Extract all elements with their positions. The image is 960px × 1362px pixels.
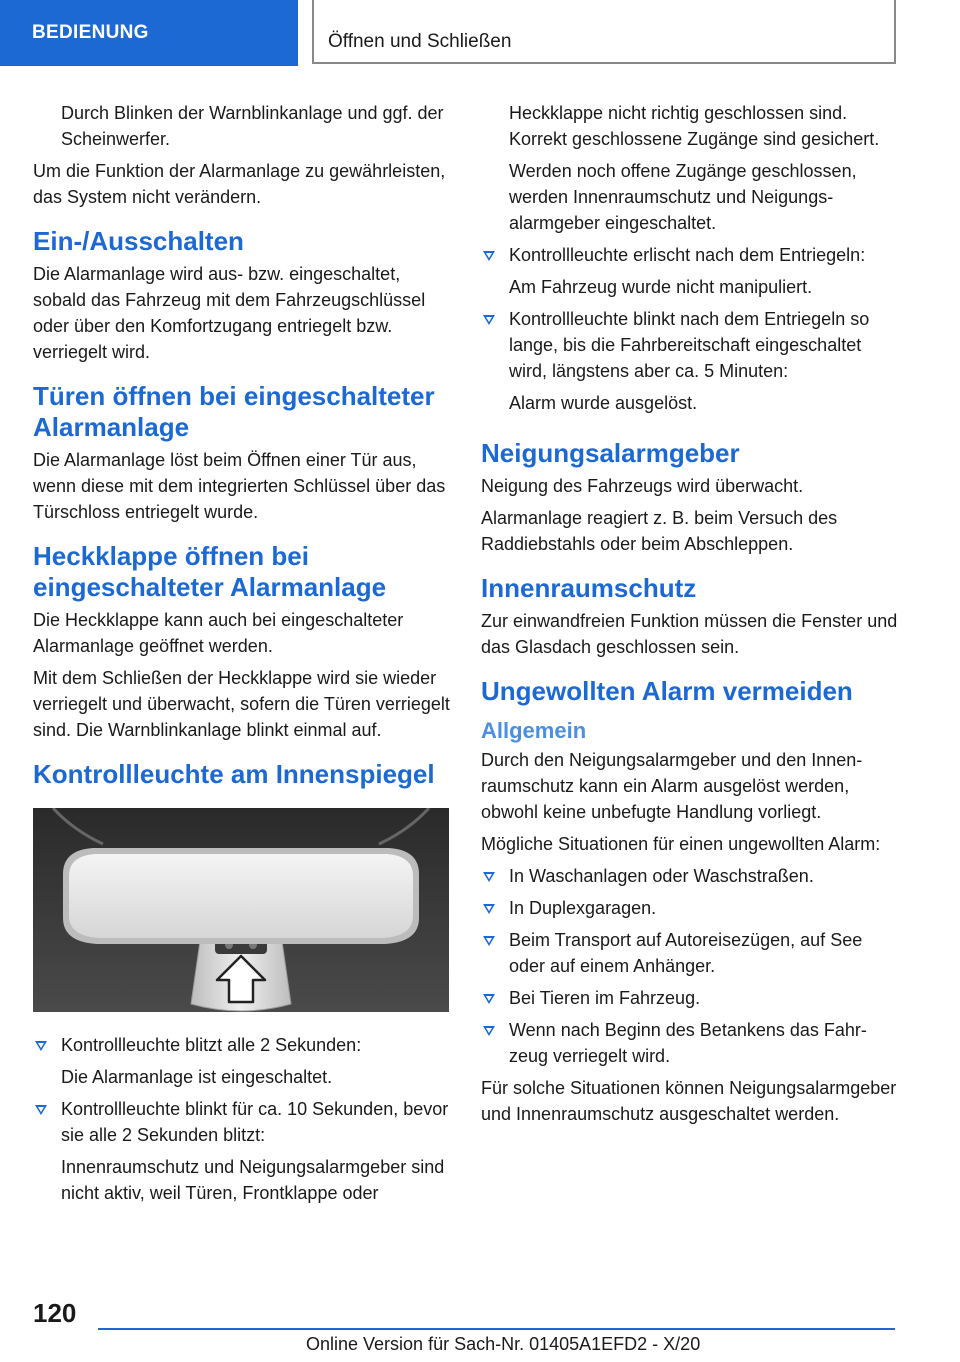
bullet-kontroll-blinkt-entriegeln: Kontrollleuchte blinkt nach dem Entriegeln so lange, bis die Fahrbereitschaft eingeschaltet wird, längstens aber ca. 5 Minuten: xyxy=(481,306,899,384)
continued-paragraph-1: Heckklappe nicht richtig geschlossen sind. Korrekt geschlossene Zugänge sind gesichert. xyxy=(509,103,880,149)
right-column xyxy=(481,100,899,1133)
bullet-kontroll-blinkt-detail: Innenraumschutz und Neigungsalarmgeber sind nicht aktiv, weil Türen, Frontklappe oder xyxy=(61,1157,445,1203)
intro-paragraph-1: Durch Blinken der Warnblinkanlage und ggf. der Scheinwerfer. xyxy=(61,103,444,149)
bullet-kontroll-erlischt: Kontrollleuchte erlischt nach dem Entriegeln: xyxy=(481,242,899,268)
bullet-triangle-icon xyxy=(483,1026,495,1036)
list-item: Beim Transport auf Autoreisezügen, auf See oder auf einem Anhänger. xyxy=(481,927,899,979)
interior-mirror-figure xyxy=(33,808,449,1012)
bullet-kontroll-erlischt-detail: Am Fahrzeug wurde nicht manipuliert. xyxy=(509,277,813,297)
bullet-triangle-icon xyxy=(35,1105,47,1115)
section-tab[interactable]: BEDIENUNG xyxy=(0,0,298,66)
bullet-triangle-icon xyxy=(483,315,495,325)
heading-ungewollter-alarm: Ungewollten Alarm vermeiden xyxy=(481,676,853,706)
paragraph-neigung-1: Neigung des Fahrzeugs wird überwacht. xyxy=(481,476,804,496)
paragraph-heckklappe-2: Mit dem Schließen der Heckklappe wird sie wieder verriegelt und überwacht, sofern die Türen verriegelt sind. Die Warnblinkanlage blinkt einmal auf. xyxy=(33,668,450,740)
chapter-title-box xyxy=(312,0,896,64)
heading-heckklappe: Heckklappe öffnen bei eingeschalteter Alarmanlage xyxy=(33,541,387,602)
paragraph-heckklappe-1: Die Heckklappe kann auch bei eingeschalteter Alarmanlage geöffnet werden. xyxy=(33,610,404,656)
paragraph-neigung-2: Alarmanlage reagiert z. B. beim Versuch des Raddiebstahls oder beim Abschleppen. xyxy=(481,508,838,554)
intro-paragraph-2: Um die Funktion der Alarmanlage zu gewährleisten, das System nicht verändern. xyxy=(33,161,446,207)
bullet-triangle-icon xyxy=(483,904,495,914)
list-item: Bei Tieren im Fahrzeug. xyxy=(481,985,899,1011)
bullet-triangle-icon xyxy=(483,994,495,1004)
bullet-triangle-icon xyxy=(35,1041,47,1051)
bullet-triangle-icon xyxy=(483,251,495,261)
heading-allgemein: Allgemein xyxy=(481,718,587,743)
paragraph-tueren-oeffnen: Die Alarmanlage löst beim Öffnen einer Tür aus, wenn diese mit dem integrierten Schlüssel über das Türschloss entriegelt wurde. xyxy=(33,450,446,522)
bullet-kontroll-blitzt-detail: Die Alarmanlage ist eingeschaltet. xyxy=(61,1067,333,1087)
list-item: Wenn nach Beginn des Betankens das Fahrzeug verriegelt wird. xyxy=(481,1017,899,1069)
paragraph-allgemein-2: Mögliche Situationen für einen ungewollten Alarm: xyxy=(481,834,881,854)
page-number: 120 xyxy=(33,1298,77,1328)
paragraph-final: Für solche Situationen können Neigungsalarmgeber und Innenraumschutz ausgeschaltet werden. xyxy=(481,1078,897,1124)
paragraph-allgemein-1: Durch den Neigungsalarmgeber und den Innenraumschutz kann ein Alarm ausgelöst werden, obwohl keine unbefugte Handlung vorliegt. xyxy=(481,750,863,822)
page-header xyxy=(0,0,960,66)
heading-neigungsalarmgeber: Neigungsalarmgeber xyxy=(481,438,740,468)
footer-divider xyxy=(98,1328,895,1330)
bullet-kontroll-blinkt-entriegeln-detail: Alarm wurde ausgelöst. xyxy=(509,393,698,413)
chapter-title: Öffnen und Schließen xyxy=(328,31,512,52)
bullet-triangle-icon xyxy=(483,936,495,946)
list-item: In Duplexgaragen. xyxy=(481,895,899,921)
bullet-kontroll-blinkt: Kontrollleuchte blinkt für ca. 10 Sekunden, bevor sie alle 2 Sekunden blitzt: xyxy=(33,1096,451,1148)
list-item: In Waschanlagen oder Waschstraßen. xyxy=(481,863,899,889)
footer-version-text: Online Version für Sach-Nr. 01405A1EFD2 - X/20 xyxy=(306,1334,701,1354)
heading-kontrollleuchte: Kontrollleuchte am Innenspiegel xyxy=(33,759,435,789)
bullet-triangle-icon xyxy=(483,872,495,882)
paragraph-innenraumschutz: Zur einwandfreien Funktion müssen die Fenster und das Glasdach geschlossen sein. xyxy=(481,611,898,657)
heading-ein-ausschalten: Ein-/Ausschalten xyxy=(33,226,244,256)
heading-innenraumschutz: Innenraumschutz xyxy=(481,573,697,603)
paragraph-ein-ausschalten: Die Alarmanlage wird aus- bzw. eingeschaltet, sobald das Fahrzeug mit dem Fahrzeugschlüssel oder über den Komfortzugang entriegelt bzw. verriegelt wird. xyxy=(33,264,426,362)
continued-paragraph-2: Werden noch offene Zugänge geschlossen, werden Innenraumschutz und Neigungsalarmgeber eingeschaltet. xyxy=(509,161,857,233)
bullet-kontroll-blitzt: Kontrollleuchte blitzt alle 2 Sekunden: xyxy=(33,1032,451,1058)
heading-tueren-oeffnen: Türen öffnen bei eingeschalteter Alarmanlage xyxy=(33,381,435,442)
left-column xyxy=(33,100,451,1212)
